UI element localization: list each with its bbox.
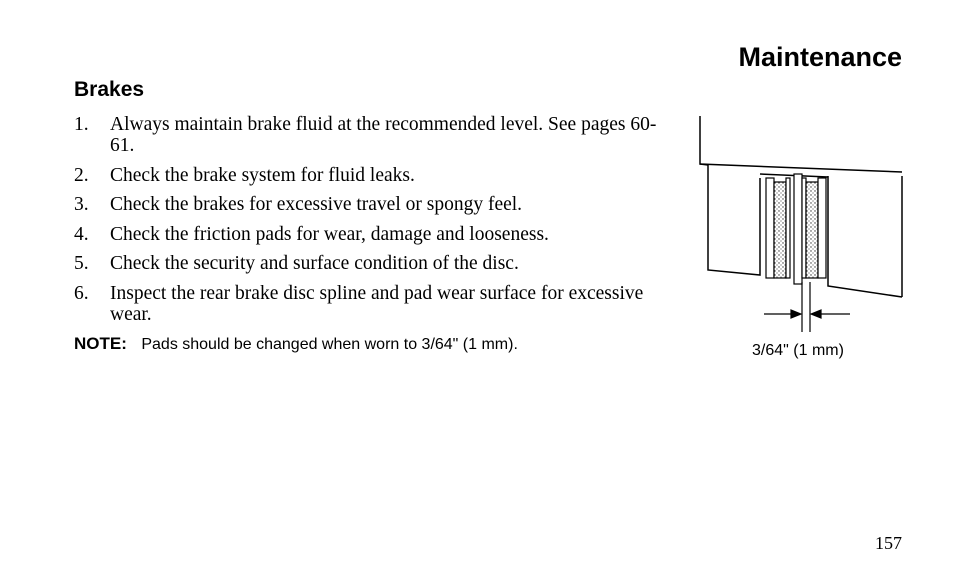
brake-pad-diagram [690, 110, 910, 360]
section-heading: Brakes [74, 78, 145, 101]
list-item-number: 2. [74, 164, 89, 186]
list-item-number: 1. [74, 114, 89, 135]
list-item [74, 165, 664, 186]
list-item-text: Check the friction pads for wear, damage and looseness. [110, 223, 549, 245]
figure-caption: 3/64" (1 mm) [752, 342, 844, 359]
note [74, 334, 518, 354]
list-item [74, 283, 664, 325]
note-label: NOTE: [74, 334, 127, 353]
list-item [74, 253, 664, 274]
brake-pad-right [802, 178, 826, 278]
brake-checklist [74, 114, 664, 333]
list-item-text: Check the brake system for fluid leaks. [110, 164, 415, 186]
list-item-number: 4. [74, 223, 89, 245]
page-title: Maintenance [738, 42, 902, 72]
brake-disc [794, 174, 802, 284]
note-text: Pads should be changed when worn to 3/64" (1 mm). [141, 336, 518, 353]
page-number: 157 [875, 533, 902, 553]
list-item-text: Check the security and surface condition of the disc. [110, 253, 519, 274]
list-item-number: 6. [74, 282, 89, 304]
list-item-number: 3. [74, 194, 89, 215]
list-item [74, 224, 664, 245]
list-item [74, 194, 664, 215]
list-item-text: Check the brakes for excessive travel or spongy feel. [110, 194, 523, 215]
list-item [74, 114, 664, 156]
list-item-text: Always maintain brake fluid at the recommended level. See pages 60-61. [110, 114, 657, 156]
brake-pad-left [766, 178, 790, 278]
measurement-lines [764, 282, 850, 332]
list-item-number: 5. [74, 253, 89, 274]
list-item-text: Inspect the rear brake disc spline and pad wear surface for excessive wear. [110, 282, 644, 325]
